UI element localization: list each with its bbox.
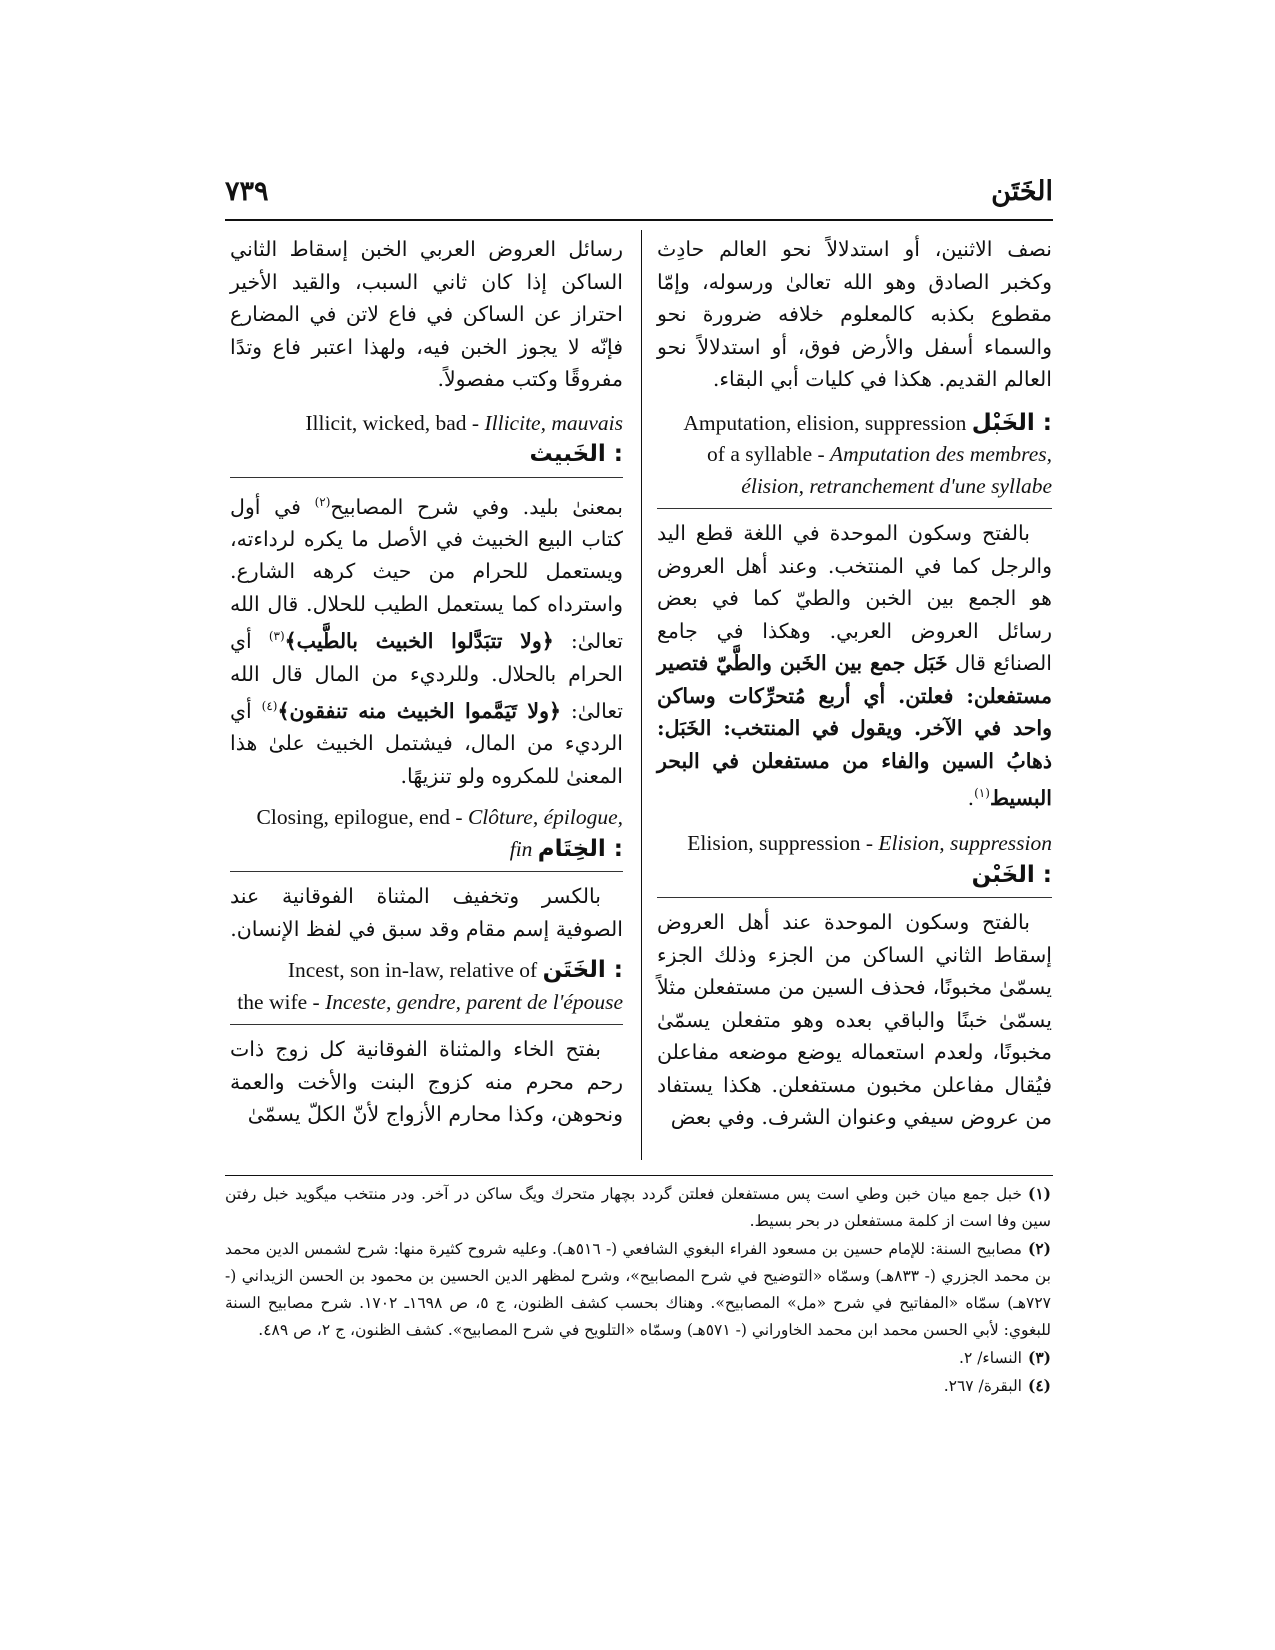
entry-khabn xyxy=(657,828,1052,898)
entry-body xyxy=(230,486,623,793)
column-divider xyxy=(641,230,642,1160)
entry-gloss-cont xyxy=(230,987,623,1019)
footnote-rule xyxy=(225,1175,1053,1176)
footnote-text: البقرة/ ٢٦٧. xyxy=(943,1377,1022,1395)
entry-body-text: أي الرديء من المال، فيشتمل الخبيث علىٰ هذا المعنىٰ للمكروه ولو تنزيهًا. xyxy=(230,698,623,788)
entry-gloss xyxy=(230,408,623,471)
gloss-french: Illicite, mauvais xyxy=(484,410,623,435)
footnote xyxy=(225,1372,1051,1400)
continued-paragraph: رسائل العروض العربي الخبن إسقاط الثاني الساكن إذا كان ثاني السبب، والقيد الأخير احتراز عن الساكن في فاع لاتن في المضارع فإنّه لا يجوز الخبن فيه، ولهذا اعتبر فاع وتدًا مفروقًا وكتب مفصولاً. xyxy=(230,237,623,391)
entry-body-text: أي الحرام بالحلال. وللرديء من المال قال الله تعالىٰ: xyxy=(230,629,623,723)
entry-gloss xyxy=(230,955,623,987)
entry-body-bold: خَبَل جمع بين الخَبن والطَّيّ فتصير مستفعلن: فعلتن. أي أربع مُتحرِّكات وساكن واحد في الآخر. ويقول في المنتخب: الخَبَل: ذهابُ السين والفاء من مستفعلن في البحر البسيط xyxy=(657,651,1052,810)
footnote-ref: (٤) xyxy=(261,699,278,714)
entry-underline xyxy=(657,508,1052,509)
entry-khabl xyxy=(657,408,1052,510)
running-head-word: الخَتَن xyxy=(991,176,1053,207)
header-rule xyxy=(225,219,1053,221)
entry-term: الخَبيث : xyxy=(529,441,623,467)
gloss-english: Amputation, elision, suppression xyxy=(683,410,967,435)
footnote-text: النساء/ ٢. xyxy=(959,1349,1022,1367)
footnote-text: مصابيح السنة: للإمام حسين بن مسعود الفراء البغوي الشافعي (- ٥١٦هـ). وعليه شروح كثيرة منها: شرح لشمس الدين محمد بن محمد الجزري (- ٨٣٣هـ) وسمّاه «التوضيح في شرح المصابيح»، وشرح لمظهر الدين الحسين بن محمود بن الحسن الزيداني (- ٧٢٧هـ) سمّاه «المفاتيح في شرح «مل» المصابيح». وهناك بحسب كشف الظنون، ج ٥، ص ١٦٩٨ـ ١٧٠٢. شرح مصابيح السنة للبغوي: لأبي الحسن محمد ابن محمد الخاوراني (- ٥٧١هـ) وسمّاه «التلويح في شرح المصابيح». كشف الظنون، ج ٢، ص ٤٨٩. xyxy=(225,1240,1051,1339)
entry-gloss xyxy=(657,408,1052,440)
right-column xyxy=(657,233,1052,1134)
gloss-english: Elision, suppression - xyxy=(687,831,879,856)
entry-body: بفتح الخاء والمثناة الفوقانية كل زوج ذات رحم محرم منه كزوج البنت والأخت والعمة ونحوهن، وكذا محارم الأزواج لأنّ الكلّ يسمّىٰ xyxy=(230,1037,623,1127)
entry-underline xyxy=(230,477,623,478)
footnote xyxy=(225,1180,1051,1235)
left-column xyxy=(230,233,623,1131)
entry-term: الخِتَام : xyxy=(537,835,623,862)
gloss-english: Illicit, wicked, bad - xyxy=(305,410,485,435)
gloss-english-cont: the wife - xyxy=(237,989,326,1014)
footnote xyxy=(225,1235,1051,1344)
footnote-text: خبل جمع ميان خبن وطي است پس مستفعلن فعلتن گردد بچهار متحرك ويگ ساكن در آخر. ودر منتخب ميگويد خبل رفتن سين وفا است از كلمة مستفعلن در بحر بسيط. xyxy=(225,1185,1051,1230)
footnote-number: (٢) xyxy=(1027,1239,1051,1258)
entry-khatan xyxy=(230,955,623,1025)
gloss-french: Elision, suppression xyxy=(878,831,1052,856)
entry-underline xyxy=(657,897,1052,898)
footnote-number: (٣) xyxy=(1027,1348,1051,1367)
gloss-french: Clôture, épilogue, fin xyxy=(467,805,623,861)
entry-underline xyxy=(230,1024,623,1025)
quran-quote: ﴿ولا تتبَدَّلوا الخبيث بالطَّيب﴾ xyxy=(284,629,554,654)
continued-paragraph: نصف الاثنين، أو استدلالاً نحو العالم حادِث وكخبر الصادق وهو الله تعالىٰ ورسوله، وإمّا مقطوع بكذبه كالمعلوم خلافه ضرورة نحو والسماء أسفل والأرض فوق، أو استدلالاً نحو العالم القديم. هكذا في كليات أبي البقاء. xyxy=(657,237,1052,391)
footnotes xyxy=(225,1180,1051,1400)
gloss-english: Incest, son in-law, relative of xyxy=(287,958,538,983)
entry-term: الخَبْل : xyxy=(971,409,1052,436)
gloss-english: Closing, epilogue, end - xyxy=(256,805,468,830)
entry-gloss xyxy=(657,828,1052,891)
entry-body-text: بمعنىٰ بليد. وفي شرح المصابيح xyxy=(330,494,623,519)
footnote-ref: (٣) xyxy=(268,629,285,644)
gloss-french: Amputation des membres, élision, retranchement d'une syllabe xyxy=(741,442,1052,498)
page-header xyxy=(225,176,1053,216)
gloss-french: Inceste, gendre, parent de l'épouse xyxy=(325,989,623,1014)
entry-gloss xyxy=(230,802,623,865)
entry-term: الخَبْن : xyxy=(971,861,1052,888)
entry-term: الخَتَن : xyxy=(542,957,623,984)
footnote xyxy=(225,1344,1051,1372)
entry-body: بالفتح وسكون الموحدة عند أهل العروض إسقاط الثاني الساكن من الجزء وذلك الجزء يسمّىٰ مخبونًا، فحذف السين من مستفعلن مثلاً يسمّىٰ خبنًا والباقي بعده وهو متفعلن يسمّىٰ مخبونًا، ولعدم استعماله يوضع موضعه مفاعلن فيُقال مفاعلن مخبون مستفعلن. هكذا يستفاد من عروض سيفي وعنوان الشرف. وفي بعض xyxy=(657,910,1052,1130)
entry-khabith xyxy=(230,408,623,478)
entry-body-text: بالفتح وسكون الموحدة في اللغة قطع اليد والرجل كما في المنتخب. وعند أهل العروض هو الجمع بين الخبن والطيّ كما في بعض رسائل العروض العربي. وهكذا في جامع الصنائع قال xyxy=(657,521,1052,675)
quran-quote: ﴿ولا تَيَمَّموا الخبيث منه تنفقون﴾ xyxy=(277,698,562,723)
entry-body: بالكسر وتخفيف المثناة الفوقانية عند الصوفية إسم مقام وقد سبق في لفظ الإنسان. xyxy=(230,884,623,941)
footnote-number: (٤) xyxy=(1027,1376,1051,1395)
gloss-english-cont: of a syllable - xyxy=(707,442,831,466)
footnote-ref: (٢) xyxy=(314,494,331,509)
entry-body-text: في أول كتاب البيع الخبيث في الأصل ما يكره لرداءته، ويستعمل للحرام من حيث كرهه الشارع. واسترداه كما يستعمل الطيب للحلال. قال الله تعالىٰ: xyxy=(230,494,623,654)
footnote-ref: (١) xyxy=(974,786,990,800)
entry-underline xyxy=(230,871,623,872)
entry-khitam xyxy=(230,802,623,872)
entry-gloss-cont xyxy=(657,439,1052,502)
footnote-number: (١) xyxy=(1027,1184,1051,1203)
page-number: ٧٣٩ xyxy=(225,176,269,207)
entry-body: بالفتح وسكون الموحدة في اللغة قطع اليد والرجل كما في المنتخب. وعند أهل العروض هو الجمع بين الخبن والطيّ كما في بعض رسائل العروض العربي. وهكذا في جامع الصنائع قال خَبَل جمع بين الخَبن والطَّيّ فتصير مستفعلن: فعلتن. أي أربع مُتحرِّكات وساكن واحد في الآخر. ويقول في المنتخب: الخَبَل: ذهابُ السين والفاء من مستفعلن في البحر البسيط$^{(١)}$. xyxy=(657,521,1052,810)
